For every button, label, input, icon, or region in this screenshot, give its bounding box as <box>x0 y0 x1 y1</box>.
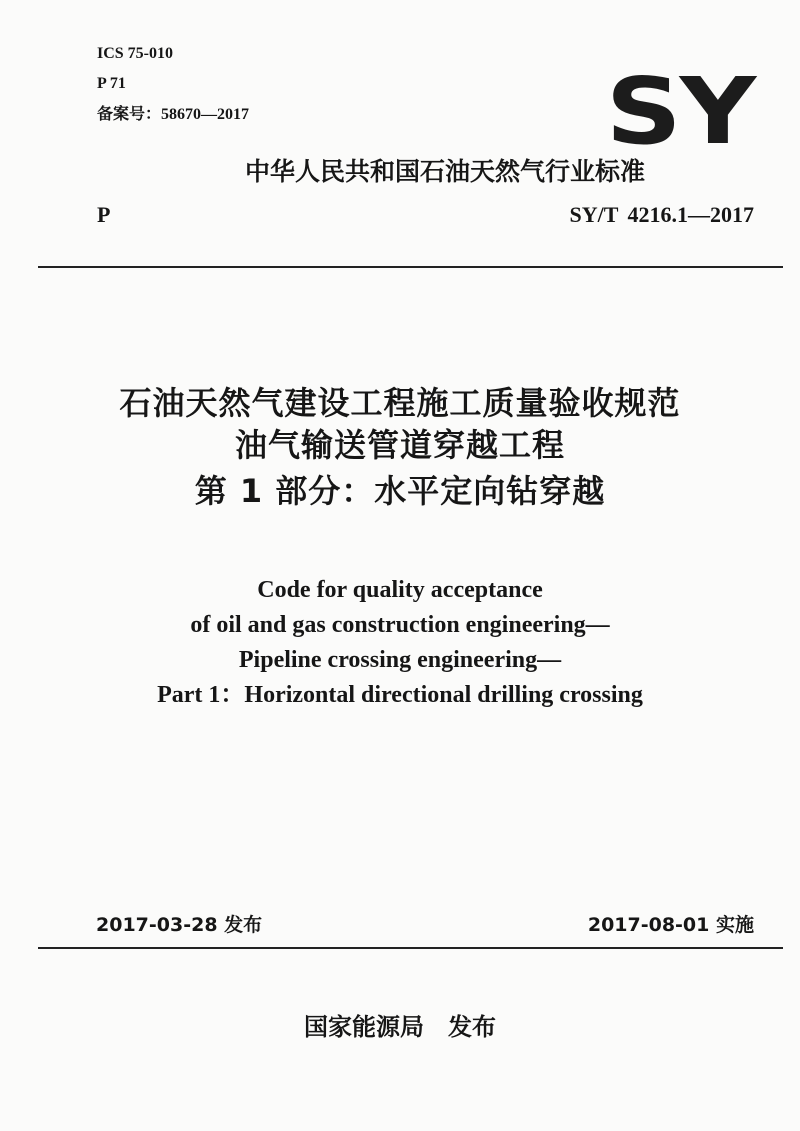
bottom-divider <box>38 947 783 949</box>
classification-code: P 71 <box>97 75 126 92</box>
chinese-title-line-3: 第 1 部分：水平定向钻穿越 <box>194 472 606 510</box>
english-title-line-2: of oil and gas construction engineering— <box>190 612 610 638</box>
standard-type-heading: 中华人民共和国石油天然气行业标准 <box>245 157 646 186</box>
english-title-line-4: Part 1：Horizontal directional drilling crossing <box>157 682 643 708</box>
sy-logo: SY <box>605 58 754 165</box>
top-divider <box>38 266 783 268</box>
category-letter: P <box>97 202 111 227</box>
chinese-title-line-2: 油气输送管道穿越工程 <box>234 426 565 464</box>
english-title-line-1: Code for quality acceptance <box>257 577 543 603</box>
ics-number: ICS 75-010 <box>97 45 174 62</box>
english-title-line-3: Pipeline crossing engineering— <box>238 647 562 673</box>
publish-date: 2017-03-28 发布 <box>96 914 263 936</box>
record-number: 备案号：58670—2017 <box>97 106 250 123</box>
implementation-date: 2017-08-01 实施 <box>587 914 754 936</box>
standard-number: SY/T 4216.1—2017 <box>569 202 754 227</box>
issuing-authority: 国家能源局 发布 <box>304 1013 496 1041</box>
chinese-title-line-1: 石油天然气建设工程施工质量验收规范 <box>119 384 681 422</box>
